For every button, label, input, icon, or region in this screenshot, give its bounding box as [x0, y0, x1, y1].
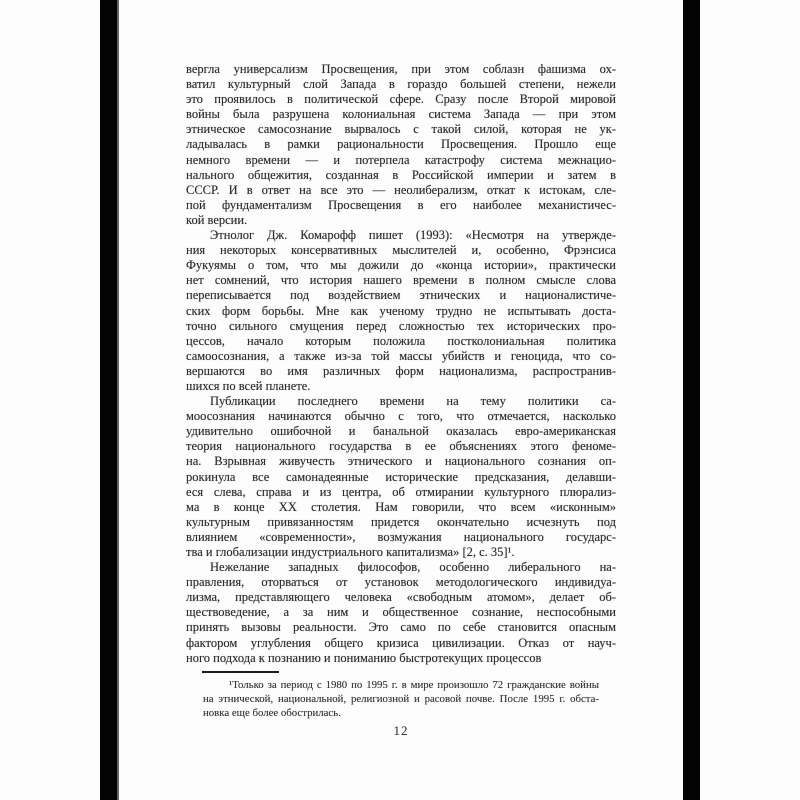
- text-line: кой версии.: [186, 212, 248, 227]
- text-line: моосознания начинаются обычно с того, что отмечается, насколько: [186, 409, 616, 424]
- text-line: культурным привязанностям придется окончательно исчезнуть под: [186, 514, 616, 529]
- text-line: вершаются во имя различных форм национализма, распространив-: [186, 363, 616, 378]
- text-line: ния некоторых консервативных мыслителей и, особенно, Фрэнсиса: [186, 243, 616, 258]
- paragraph: [186, 62, 616, 228]
- text-line: влиянием «современности», возмужания национального государс-: [186, 529, 616, 544]
- text-line: ¹Только за период с 1980 по 1995 г. в мире произошло 72 гражданские войны: [229, 679, 599, 691]
- text-line: теория национального государства в ее объяснениях этого феноме-: [186, 439, 616, 454]
- text-line: ватил культурный слой Запада в гораздо большей степени, нежели: [186, 77, 616, 92]
- text-line: самоосознания, а также из-за той массы убийств и геноцида, что со-: [186, 348, 616, 363]
- text-line: войны была разрушена колониальная система Запада — при этом: [186, 107, 616, 122]
- right-scan-edge-bar: [683, 0, 700, 800]
- text-line: лизма, представляющего человека «свободным атомом», делает об-: [186, 590, 616, 605]
- text-line: ладывалась в рамки рациональности Просвещения. Прошло еще: [186, 137, 616, 152]
- paragraph: [186, 560, 616, 666]
- text-line: ских форм борьбы. Мне как ученому трудно не испытывать доста-: [186, 303, 616, 318]
- text-line: немного времени — и потерпела катастрофу система межнацио-: [186, 152, 616, 167]
- text-line: цессов, начало которым положила постколониальная политика: [186, 333, 616, 348]
- text-line: ма в конце XX столетия. Нам говорили, что всем «исконным»: [186, 499, 616, 514]
- text-line: новка еще более обострилась.: [203, 706, 341, 719]
- text-line: нального общежития, созданная в Российской империи и затем в: [186, 167, 616, 182]
- text-line: удивительно ошибочной и банальной оказалась евро-американская: [186, 424, 616, 439]
- text-line: вергла универсализм Просвещения, при этом соблазн фашизма ох-: [186, 62, 616, 76]
- text-line: точно сильного смущения перед сложностью тех исторических про-: [186, 318, 616, 333]
- footnote-separator: [202, 671, 279, 673]
- text-line: Публикации последнего времени на тему политики са-: [210, 394, 616, 409]
- text-line: это проявилось в политической сфере. Сразу после Второй мировой: [186, 92, 616, 107]
- text-line: ществоведение, а за ним и общественное сознание, неспособными: [186, 605, 616, 620]
- text-line: на. Взрывная живучесть этнического и национального сознания оп-: [186, 454, 616, 469]
- paragraph: [186, 228, 616, 394]
- book-page: [119, 0, 683, 800]
- text-line: Нежелание западных философов, особенно либерального на-: [210, 560, 616, 575]
- text-line: СССР. И в ответ на все это — неолиберализм, откат к истокам, сле-: [186, 182, 616, 197]
- text-line: тва и глобализации индустриального капитализма» [2, с. 35]¹.: [186, 545, 515, 559]
- text-line: принять вызовы реальности. Это само по себе становится опасным: [186, 620, 616, 635]
- text-line: шихся по всей планете.: [186, 378, 311, 393]
- text-line: на этнической, национальной, религиозной и расовой почве. После 1995 г. обста-: [203, 692, 599, 705]
- footnote-text: [203, 679, 599, 721]
- text-line: еся слева, справа и из центра, об отмирании культурного плюрализ-: [186, 484, 616, 499]
- paragraph: [186, 394, 616, 560]
- text-line: рокинула все самонадеянные исторические предсказания, делавши-: [186, 469, 616, 484]
- text-line: Фукуямы о том, что мы дожили до «конца истории», практически: [186, 258, 616, 273]
- text-line: фактором углубления общего кризиса цивилизации. Отказ от науч-: [186, 635, 616, 650]
- left-scan-edge-bar: [100, 0, 117, 800]
- text-line: переписывается под воздействием этнических и националистиче-: [186, 288, 616, 303]
- text-line: этническое самосознание вырвалось с такой силой, которая не ук-: [186, 122, 616, 137]
- text-line: ного подхода к познанию и пониманию быстротекущих процессов: [186, 650, 542, 665]
- text-line: пой фундаментализм Просвещения в его наиболее механистичес-: [186, 197, 616, 212]
- page-number: 12: [393, 723, 409, 738]
- text-line: нет сомнений, что история нашего времени в полном смысле слова: [186, 273, 616, 288]
- body-text: [186, 62, 616, 666]
- text-line: правления, оторваться от установок методологического индивидуа-: [186, 575, 616, 590]
- text-line: Этнолог Дж. Комарофф пишет (1993): «Несмотря на утвержде-: [210, 228, 616, 243]
